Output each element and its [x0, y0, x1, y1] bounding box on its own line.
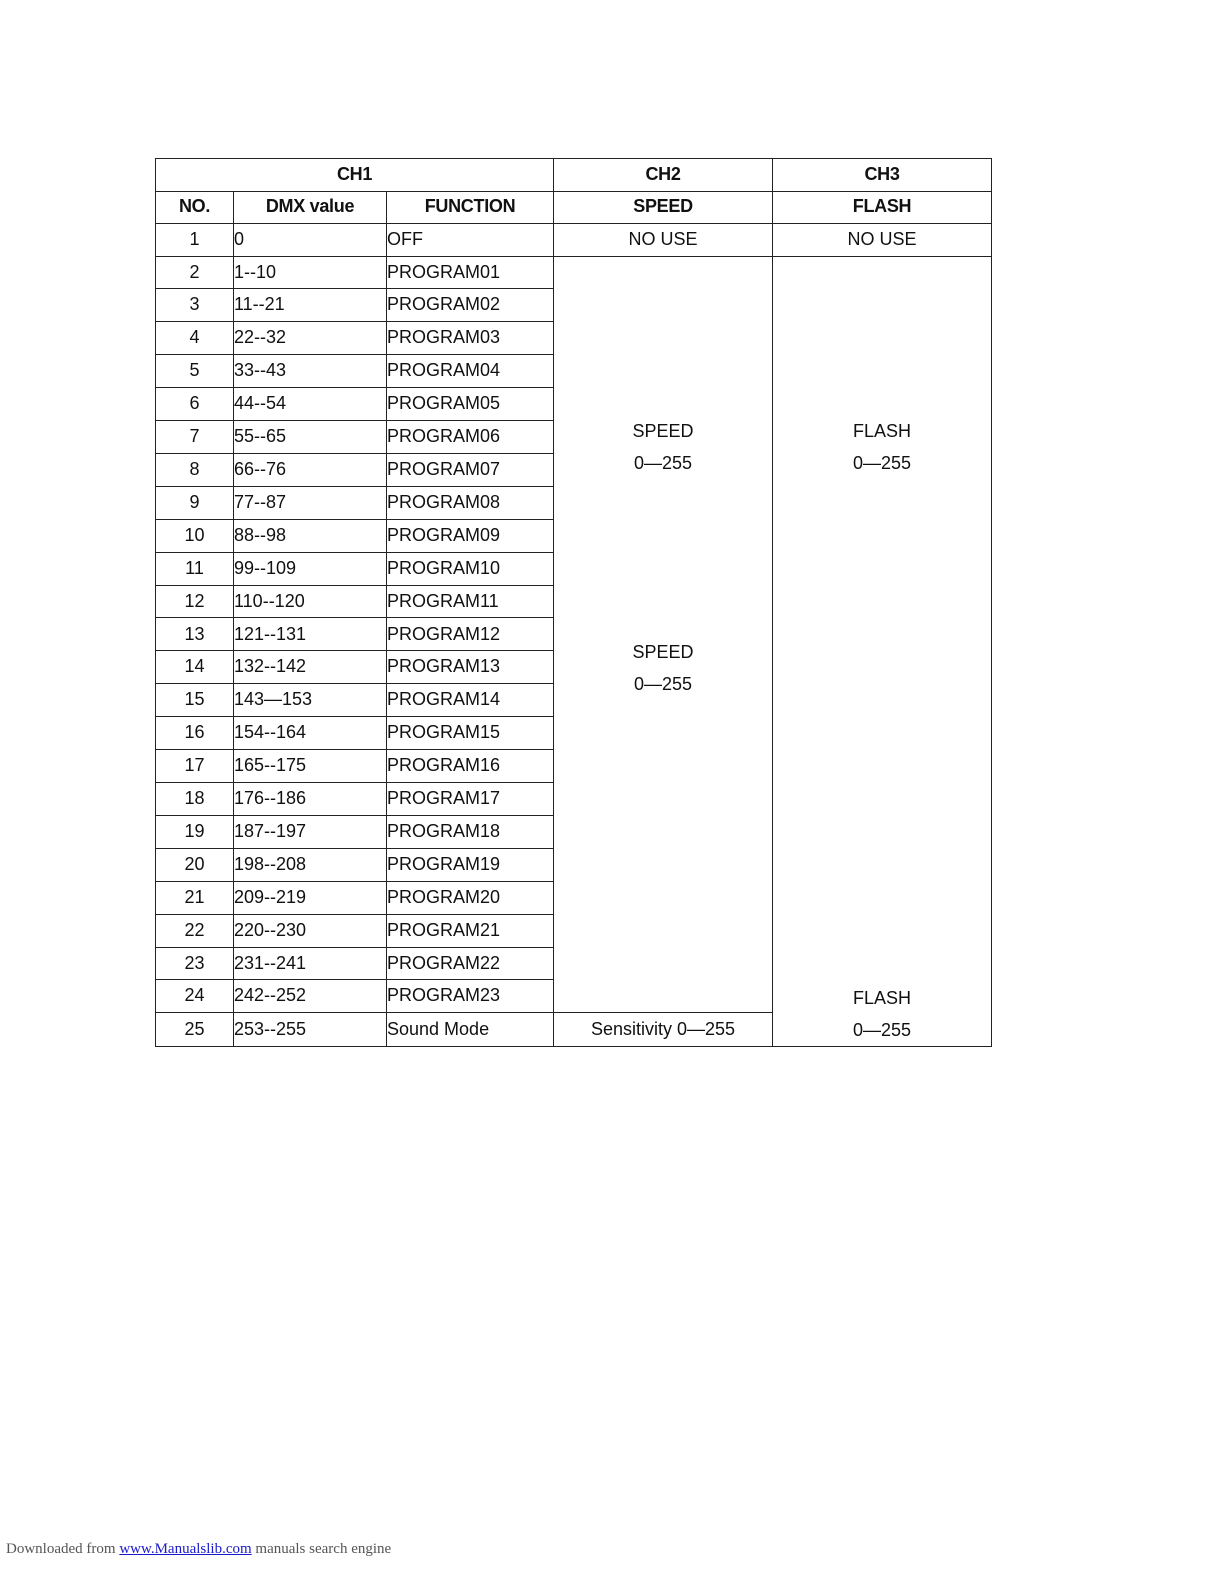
function-value: PROGRAM08: [387, 486, 554, 519]
function-value: Sound Mode: [387, 1013, 554, 1046]
dmx-value: 66--76: [234, 453, 387, 486]
dmx-value: 143—153: [234, 684, 387, 717]
ch1-header: CH1: [156, 159, 554, 192]
dmx-value: 44--54: [234, 388, 387, 421]
function-value: PROGRAM02: [387, 289, 554, 322]
row-number: 13: [156, 618, 234, 651]
manualslib-link[interactable]: www.Manualslib.com: [119, 1541, 252, 1557]
row-number: 8: [156, 453, 234, 486]
flash-range-cell-range: 0—255: [852, 452, 912, 473]
dmx-value: 132--142: [234, 651, 387, 684]
flash-value: NO USE: [773, 224, 992, 257]
ch2-header: CH2: [554, 159, 773, 192]
dmx-value: 187--197: [234, 815, 387, 848]
speed-range-cell: [554, 256, 773, 1013]
row-number: 7: [156, 421, 234, 454]
function-value: PROGRAM05: [387, 388, 554, 421]
function-column-header: FUNCTION: [387, 191, 554, 224]
row-number: 25: [156, 1013, 234, 1046]
function-value: PROGRAM11: [387, 585, 554, 618]
dmx-value: 0: [234, 224, 387, 257]
dmx-value: 253--255: [234, 1013, 387, 1046]
dmx-value: 11--21: [234, 289, 387, 322]
dmx-value: 121--131: [234, 618, 387, 651]
row-number: 14: [156, 651, 234, 684]
no-column-header: NO.: [156, 191, 234, 224]
function-value: PROGRAM23: [387, 980, 554, 1013]
dmx-value: 77--87: [234, 486, 387, 519]
row-number: 22: [156, 914, 234, 947]
function-value: PROGRAM17: [387, 783, 554, 816]
download-footer: [6, 1541, 391, 1558]
dmx-value: 165--175: [234, 750, 387, 783]
function-value: PROGRAM01: [387, 256, 554, 289]
speed-column-header: SPEED: [554, 191, 773, 224]
table-row: [156, 256, 992, 289]
dmx-value: 220--230: [234, 914, 387, 947]
row-number: 3: [156, 289, 234, 322]
row-number: 16: [156, 717, 234, 750]
sensitivity-value: Sensitivity 0—255: [554, 1013, 773, 1046]
row-number: 5: [156, 355, 234, 388]
dmx-value: 88--98: [234, 519, 387, 552]
row-number: 20: [156, 848, 234, 881]
row-number: 4: [156, 322, 234, 355]
function-value: PROGRAM21: [387, 914, 554, 947]
row-number: 18: [156, 783, 234, 816]
row-number: 15: [156, 684, 234, 717]
table-body: [156, 224, 992, 1047]
row-number: 1: [156, 224, 234, 257]
row-number: 19: [156, 815, 234, 848]
dmx-value: 1--10: [234, 256, 387, 289]
function-value: PROGRAM18: [387, 815, 554, 848]
dmx-value: 231--241: [234, 947, 387, 980]
flash-range-cell-range: 0—255: [852, 1019, 912, 1040]
speed-value: NO USE: [554, 224, 773, 257]
function-value: PROGRAM04: [387, 355, 554, 388]
dmx-value-column-header: DMX value: [234, 191, 387, 224]
speed-range-cell-label: SPEED: [632, 420, 694, 441]
function-value: PROGRAM03: [387, 322, 554, 355]
ch3-header: CH3: [773, 159, 992, 192]
dmx-value: 22--32: [234, 322, 387, 355]
row-number: 24: [156, 980, 234, 1013]
function-value: PROGRAM14: [387, 684, 554, 717]
row-number: 21: [156, 881, 234, 914]
row-number: 11: [156, 552, 234, 585]
row-number: 6: [156, 388, 234, 421]
speed-range-cell-range: 0—255: [633, 452, 693, 473]
function-value: PROGRAM15: [387, 717, 554, 750]
dmx-channel-table: [155, 158, 992, 1047]
row-number: 9: [156, 486, 234, 519]
function-value: PROGRAM20: [387, 881, 554, 914]
row-number: 23: [156, 947, 234, 980]
function-value: PROGRAM12: [387, 618, 554, 651]
dmx-value: 99--109: [234, 552, 387, 585]
speed-range-cell-label: SPEED: [632, 641, 694, 662]
function-value: PROGRAM22: [387, 947, 554, 980]
dmx-value: 154--164: [234, 717, 387, 750]
dmx-value: 209--219: [234, 881, 387, 914]
speed-range-cell-range: 0—255: [633, 673, 693, 694]
dmx-value: 110--120: [234, 585, 387, 618]
flash-column-header: FLASH: [773, 191, 992, 224]
dmx-value: 242--252: [234, 980, 387, 1013]
dmx-value: 198--208: [234, 848, 387, 881]
dmx-value: 55--65: [234, 421, 387, 454]
row-number: 12: [156, 585, 234, 618]
function-value: PROGRAM09: [387, 519, 554, 552]
column-header-row: [156, 191, 992, 224]
function-value: PROGRAM06: [387, 421, 554, 454]
flash-range-cell-label: FLASH: [853, 987, 912, 1008]
footer-suffix: manuals search engine: [251, 1541, 392, 1557]
function-value: OFF: [387, 224, 554, 257]
function-value: PROGRAM13: [387, 651, 554, 684]
function-value: PROGRAM19: [387, 848, 554, 881]
flash-range-cell: [773, 256, 992, 1046]
function-value: PROGRAM16: [387, 750, 554, 783]
dmx-value: 176--186: [234, 783, 387, 816]
row-number: 10: [156, 519, 234, 552]
row-number: 17: [156, 750, 234, 783]
footer-prefix: Downloaded from: [6, 1541, 120, 1557]
table-row: [156, 224, 992, 257]
channel-group-header-row: [156, 159, 992, 192]
dmx-value: 33--43: [234, 355, 387, 388]
row-number: 2: [156, 256, 234, 289]
flash-range-cell-label: FLASH: [853, 420, 912, 441]
function-value: PROGRAM07: [387, 453, 554, 486]
function-value: PROGRAM10: [387, 552, 554, 585]
